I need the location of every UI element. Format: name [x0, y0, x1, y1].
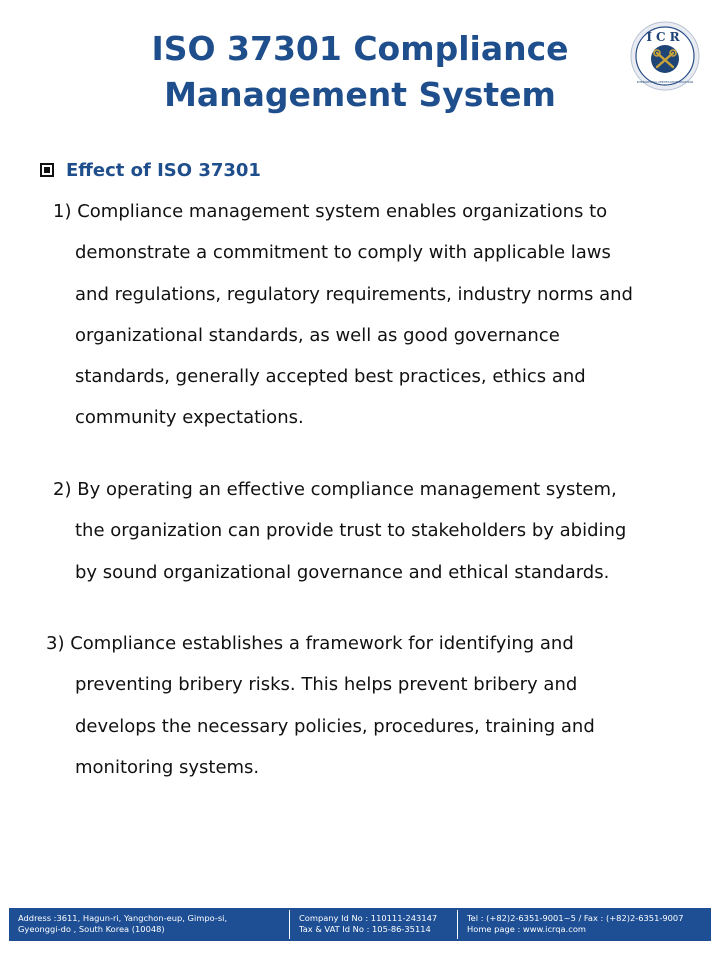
effect-item-1 — [53, 191, 633, 439]
footer-contact — [458, 908, 711, 941]
item-line: the organization can provide trust to stakeholders by abiding — [75, 520, 627, 542]
item-line: community expectations. — [75, 407, 304, 429]
item-line: standards, generally accepted best practices, ethics and — [75, 366, 586, 388]
item-line: By operating an effective compliance management system, — [77, 479, 617, 500]
footer-address-line-1: Address :3611, Hagun-ri, Yangchon-eup, Gimpo-si, — [18, 913, 228, 923]
section-heading — [40, 158, 261, 182]
footer-address — [9, 908, 289, 941]
item-line: Compliance establishes a framework for identifying and — [70, 633, 574, 654]
logo-subtext: INTERNATIONAL CERTIFICATION REGISTRAR — [636, 81, 694, 84]
item-line: by sound organizational governance and ethical standards. — [75, 561, 610, 583]
icr-logo — [630, 21, 700, 91]
item-line: demonstrate a commitment to comply with applicable laws — [75, 242, 611, 264]
item-first-line — [53, 469, 626, 510]
item-first-line — [53, 191, 633, 232]
footer-bar — [9, 908, 711, 941]
footer-company-id: Company Id No : 110111-243147 — [299, 913, 438, 923]
title-line-2: Management System — [164, 75, 556, 114]
footer-address-line-2: Gyeonggi-do , South Korea (10048) — [18, 924, 165, 934]
item-first-line — [46, 623, 595, 664]
title-line-1: ISO 37301 Compliance — [151, 29, 569, 68]
item-number: 1) — [53, 201, 72, 222]
checkbox-square-icon — [40, 163, 54, 177]
page-title — [100, 26, 620, 118]
item-line: preventing bribery risks. This helps prevent bribery and — [75, 674, 578, 696]
item-line: develops the necessary policies, procedures, training and — [75, 715, 595, 737]
item-line: organizational standards, as well as good governance — [75, 324, 560, 346]
footer-homepage[interactable]: Home page : www.icrqa.com — [467, 924, 587, 934]
footer-ids — [290, 908, 457, 941]
effect-item-3 — [46, 623, 595, 788]
item-number: 2) — [53, 479, 72, 500]
logo-text: ICR — [646, 30, 684, 44]
section-heading-text: Effect of ISO 37301 — [66, 159, 261, 181]
footer-tel-fax: Tel : (+82)2-6351-9001~5 / Fax : (+82)2-6351-9007 — [467, 913, 684, 923]
item-line: monitoring systems. — [75, 756, 260, 778]
footer-tax-id: Tax & VAT Id No : 105-86-35114 — [299, 924, 431, 934]
item-number: 3) — [46, 633, 65, 654]
item-line: and regulations, regulatory requirements, industry norms and — [75, 283, 633, 305]
item-line: Compliance management system enables organizations to — [77, 201, 608, 222]
effect-item-2 — [53, 469, 626, 593]
